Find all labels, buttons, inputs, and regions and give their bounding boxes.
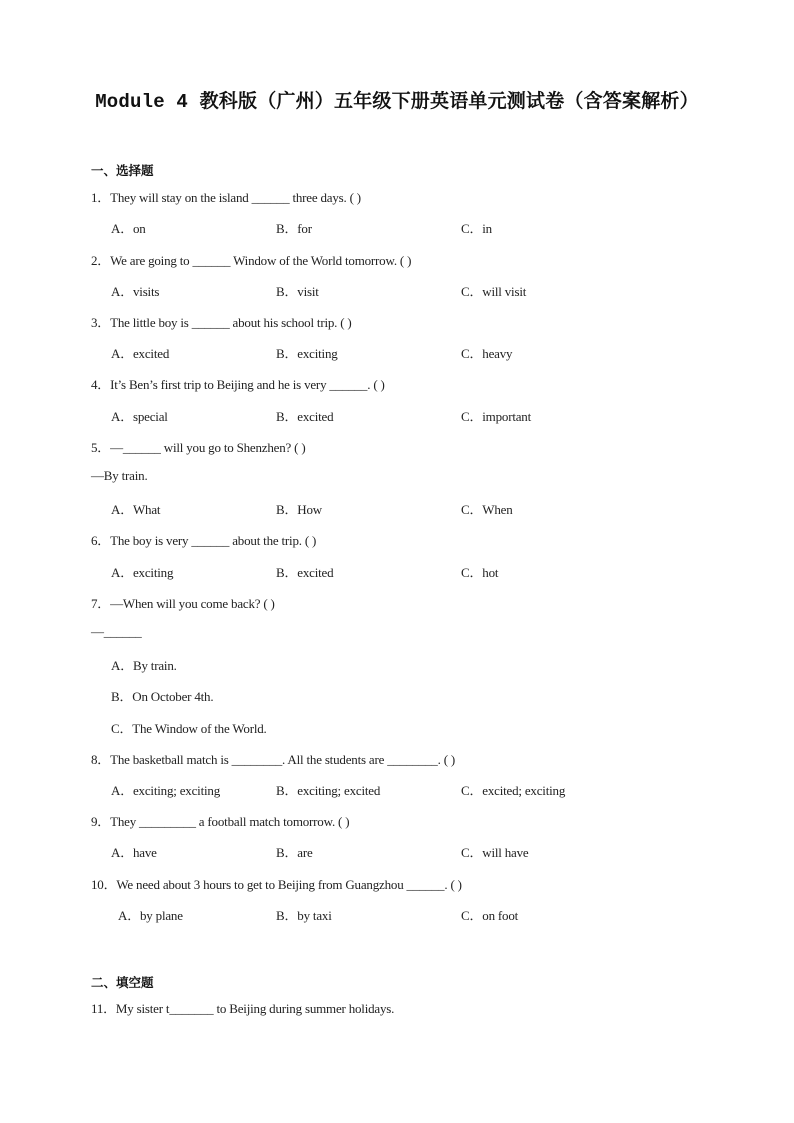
option-b: B．excited	[276, 565, 334, 580]
dialogue-answer-line: —By train.	[91, 468, 148, 483]
option-a: A．special	[111, 409, 168, 424]
section-heading-multiple-choice: 一、选择题	[91, 163, 154, 178]
option-a: A．By train.	[111, 658, 177, 673]
question-stem: 5．—______ will you go to Shenzhen? ( )	[91, 440, 306, 455]
option-b: B．are	[276, 845, 313, 860]
document-title: Module 4 教科版（广州）五年级下册英语单元测试卷（含答案解析）	[95, 91, 699, 113]
option-c: C．in	[461, 221, 492, 236]
question-stem: 7．—When will you come back? ( )	[91, 596, 275, 611]
option-a: A．exciting	[111, 565, 174, 580]
option-a: A．on	[111, 221, 146, 236]
question-stem: 8．The basketball match is ________. All the students are ________. ( )	[91, 752, 456, 767]
option-a: A．exciting; exciting	[111, 783, 221, 798]
question-stem: 6．The boy is very ______ about the trip. ( )	[91, 533, 317, 548]
question-stem: 1．They will stay on the island ______ three days. ( )	[91, 190, 361, 205]
option-c: C．hot	[461, 565, 499, 580]
option-c: C．When	[461, 502, 513, 517]
option-c: C．on foot	[461, 908, 519, 923]
question-stem: 9．They _________ a football match tomorrow. ( )	[91, 814, 350, 829]
option-b: B．visit	[276, 284, 319, 299]
question-stem: 11．My sister t_______ to Beijing during summer holidays.	[91, 1001, 395, 1016]
option-b: B．excited	[276, 409, 334, 424]
option-a: A．excited	[111, 346, 170, 361]
option-c: C．important	[461, 409, 532, 424]
dialogue-answer-line: —______	[91, 624, 142, 639]
option-b: B．On October 4th.	[111, 689, 214, 704]
option-c: C．will visit	[461, 284, 527, 299]
question-stem: 3．The little boy is ______ about his school trip. ( )	[91, 315, 352, 330]
option-c: C．will have	[461, 845, 529, 860]
option-c: C．heavy	[461, 346, 513, 361]
option-a: A．by plane	[118, 908, 183, 923]
option-b: B．by taxi	[276, 908, 332, 923]
option-b: B．How	[276, 502, 322, 517]
section-heading-fill-in: 二、填空题	[91, 975, 154, 990]
option-c: C．excited; exciting	[461, 783, 566, 798]
option-a: A．visits	[111, 284, 160, 299]
question-stem: 10．We need about 3 hours to get to Beijing from Guangzhou ______. ( )	[91, 877, 462, 892]
option-b: B．exciting; excited	[276, 783, 381, 798]
question-stem: 4．It’s Ben’s first trip to Beijing and he is very ______. ( )	[91, 377, 385, 392]
option-a: A．have	[111, 845, 157, 860]
option-a: A．What	[111, 502, 161, 517]
option-b: B．exciting	[276, 346, 338, 361]
option-b: B．for	[276, 221, 312, 236]
question-stem: 2．We are going to ______ Window of the World tomorrow. ( )	[91, 253, 412, 268]
option-c: C．The Window of the World.	[111, 721, 267, 736]
